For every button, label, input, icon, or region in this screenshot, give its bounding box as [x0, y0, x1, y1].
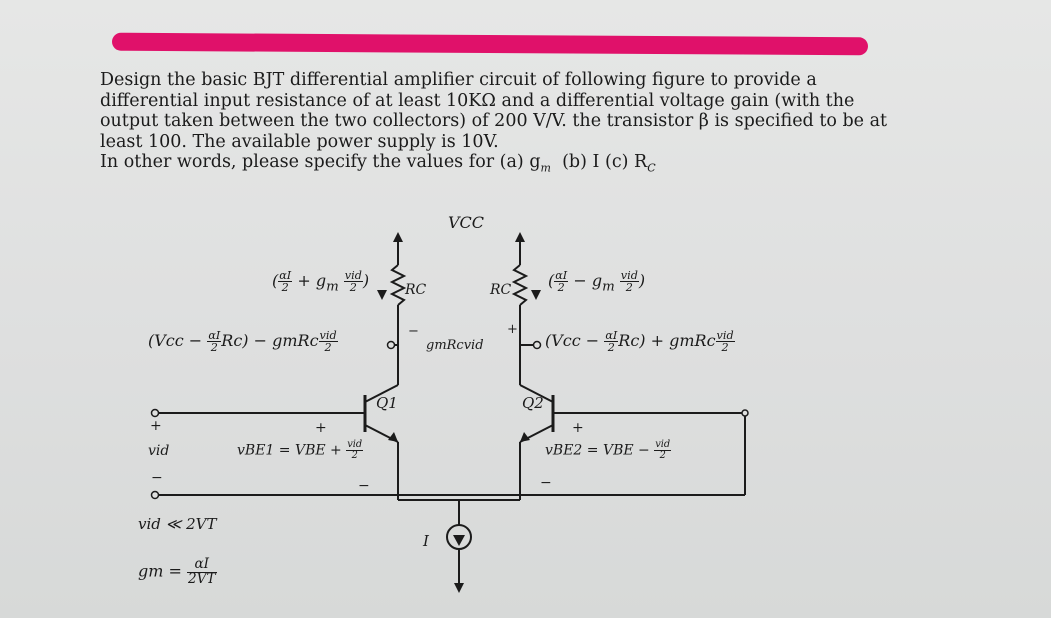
vid-label: vid — [148, 443, 170, 459]
vbe2-expression: vBE2 = VBE − $\frac{\text{vid}}{2}$ — [545, 439, 671, 461]
vid-plus-sign: + — [150, 418, 162, 434]
rc-right-label: RC — [490, 282, 512, 298]
vbe1-expression: vBE1 = VBE + $\frac{\text{vid}}{2}$ — [237, 439, 363, 461]
problem-line-1: Design the basic BJT differential amplifier circuit of following figure to provide a — [100, 70, 817, 90]
ground-arrow — [454, 583, 464, 593]
vout-label: gmRcvid — [426, 338, 484, 353]
vc1-expression: (Vcc − $\frac{\alpha I}{2}$ Rc) − gmRc $\frac{\text{vid}}{2}$ — [148, 329, 337, 355]
problem-line-2: differential input resistance of at least 10KΩ and a differential voltage gain (with the — [100, 90, 855, 111]
q2-base-terminal — [742, 410, 748, 416]
rc-subscript: C — [647, 161, 656, 175]
vout-plus: + — [507, 322, 518, 337]
vbe2-plus: + — [572, 420, 584, 436]
rc-left-label: RC — [405, 282, 427, 298]
current-source-label: I — [423, 532, 429, 550]
vc2-terminal — [534, 342, 541, 349]
problem-line-4: least 100. The available power supply is 10V. — [100, 131, 499, 152]
vbe2-minus: − — [540, 475, 552, 491]
left-rc-resistor — [392, 265, 404, 305]
left-vcc-arrow — [393, 232, 403, 242]
vid-minus-terminal — [152, 492, 159, 499]
left-current-expression: ( $\frac{\alpha I}{2}$ + $g_m$ $\frac{\text{vid}}{2}$ ) — [272, 269, 370, 295]
problem-line-3: output taken between the two collectors) of 200 V/V. the transistor β is specified to be at — [100, 111, 888, 131]
right-current-arrow — [531, 290, 541, 300]
vout-minus: − — [408, 324, 419, 339]
vbe1-minus: − — [358, 478, 370, 494]
q1-label: Q1 — [376, 394, 398, 412]
q2-label: Q2 — [522, 394, 544, 412]
vbe1-plus: + — [315, 420, 327, 436]
gm-subscript: m — [540, 161, 551, 175]
right-rc-resistor — [514, 265, 526, 305]
problem-line-5-text: In other words, please specify the values for (a) g — [100, 152, 541, 172]
vcc-label: VCC — [448, 213, 485, 232]
small-signal-condition: vid ≪ 2VT — [138, 515, 217, 533]
gm-formula: gm = $\frac{\alpha I}{2VT}$ — [138, 556, 216, 587]
vc1-terminal — [388, 342, 395, 349]
vc2-expression: (Vcc − $\frac{\alpha I}{2}$ Rc) + gmRc $\frac{\text{vid}}{2}$ — [545, 329, 734, 355]
vid-minus-sign: − — [151, 470, 163, 486]
right-vcc-arrow — [515, 232, 525, 242]
vid-plus-terminal — [152, 410, 159, 417]
right-current-expression: ( $\frac{\alpha I}{2}$ − $g_m$ $\frac{\text{vid}}{2}$ ) — [548, 269, 646, 295]
problem-line-5-parts: (b) I (c) R — [562, 152, 648, 172]
current-source-arrow — [453, 535, 465, 546]
left-current-arrow — [377, 290, 387, 300]
